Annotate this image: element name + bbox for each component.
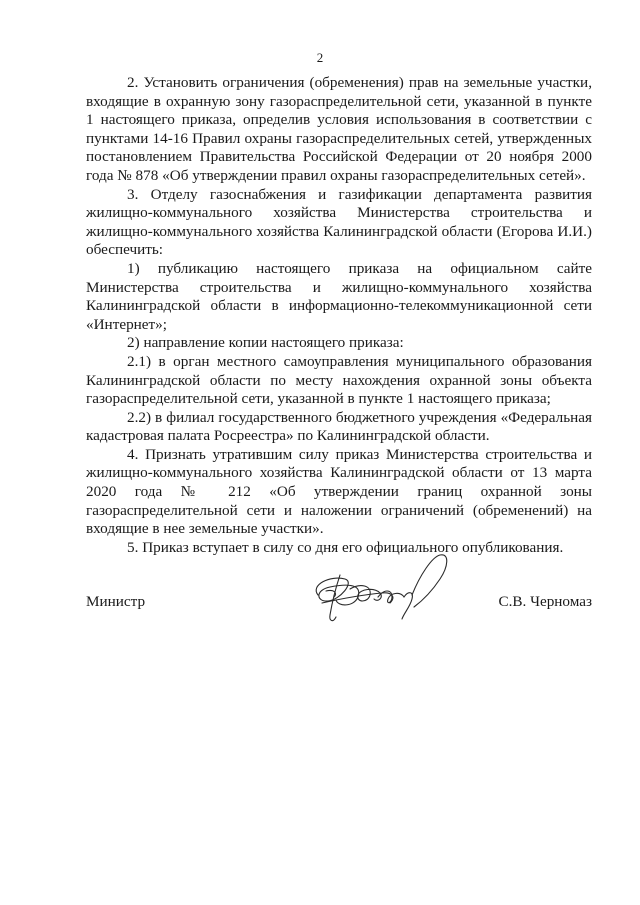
paragraph-department-duties: 3. Отделу газоснабжения и газификации департамента развития жилищно-коммунального хозяйства Министерства строительства и жилищно-коммунального хозяйства Калининградской области (Егорова И.И.) обеспечить: [86,185,592,259]
paragraph-effective: 5. Приказ вступает в силу со дня его официального опубликования. [127,538,564,556]
signatory-name: С.В. Черномаз [498,593,592,610]
paragraph-repeal: 4. Признать утратившим силу приказ Министерства строительства и жилищно-коммунального хозяйства Калининградской области от 13 марта 2020 года № 212 «Об утверждении границ охранной зоны газораспределительной сети и наложении ограничений (обременений) на входящие в нее земельные участки». [86,445,592,538]
paragraph-local-authority: 2.1) в орган местного самоуправления муниципального образования Калининградской области по месту нахождения охранной зоны объекта газораспределительной сети, указанной в пункте 1 настоящего приказа; [86,352,592,408]
paragraph-publication: 1) публикацию настоящего приказа на официальном сайте Министерства строительства и жилищно-коммунального хозяйства Калининградской области в информационно-телекоммуникационной сети «Интернет»; [86,259,592,333]
document-body [86,74,592,557]
handwritten-signature [300,545,470,630]
paragraph-restrictions: 2. Установить ограничения (обременения) прав на земельные участки, входящие в охранную зону газораспределительной сети, указанной в пункте 1 настоящего приказа, определив условия использования в соответствии с пунктами 14-16 Правил охраны газораспределительных сетей, утвержденных постановлением Правительства Российской Федерации от 20 ноября 2000 года № 878 «Об утверждении правил охраны газораспределительных сетей». [86,74,592,184]
signatory-title: Министр [86,593,146,610]
paragraph-copy-direction: 2) направление копии настоящего приказа: [127,334,404,352]
page-number: 2 [316,50,324,65]
paragraph-cadastral-chamber: 2.2) в филиал государственного бюджетного учреждения «Федеральная кадастровая палата Росреестра» по Калининградской области. [86,408,592,445]
